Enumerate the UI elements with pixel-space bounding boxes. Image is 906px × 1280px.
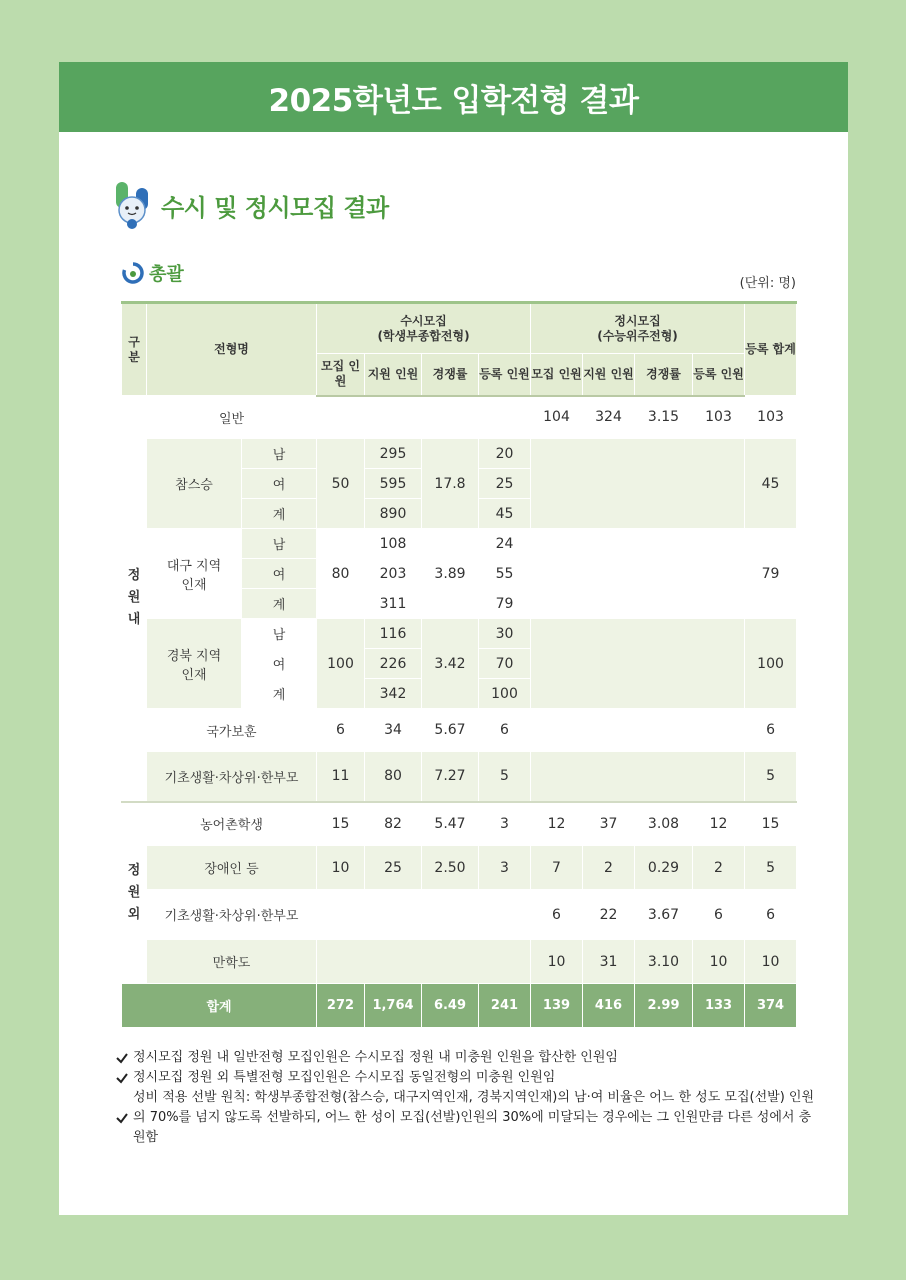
table-row: 여 595 25 bbox=[122, 469, 797, 499]
header-susi-rate: 경쟁률 bbox=[422, 354, 479, 396]
table-row: 장애인 등 10 25 2.50 3 7 2 0.29 2 5 bbox=[122, 846, 797, 890]
unit-label: (단위: 명) bbox=[739, 276, 796, 291]
header-jeongsi-reg: 등록 인원 bbox=[693, 354, 745, 396]
header-susi-mojip: 모집 인원 bbox=[317, 354, 365, 396]
table-row: 기초생활·차상위·한부모 6 22 3.67 6 6 bbox=[122, 890, 797, 940]
header-susi-jiwon: 지원 인원 bbox=[365, 354, 422, 396]
header-jeongsi: 정시모집 (수능위주전형) bbox=[531, 303, 745, 354]
table-row: 경북 지역인재 남 100 116 3.42 30 100 bbox=[122, 619, 797, 649]
table-row: 기초생활·차상위·한부모 11 80 7.27 5 5 bbox=[122, 752, 797, 802]
group-label-in: 정 원 내 bbox=[122, 396, 147, 802]
section-title-text: 수시 및 정시모집 결과 bbox=[161, 193, 389, 222]
table-row: 정 원 외 농어촌학생 15 82 5.47 3 12 37 3.08 12 15 bbox=[122, 802, 797, 846]
page-banner: 2025학년도 입학전형 결과 bbox=[59, 62, 848, 132]
check-icon bbox=[115, 1068, 129, 1088]
table-row: 참스승 남 50 295 17.8 20 45 bbox=[122, 439, 797, 469]
sub-title bbox=[121, 260, 184, 286]
note-item: 정시모집 정원 내 일반전형 모집인원은 수시모집 정원 내 미충원 인원을 합산한 인원임 bbox=[115, 1048, 815, 1068]
total-row: 합계 272 1,764 6.49 241 139 416 2.99 133 374 bbox=[122, 984, 797, 1028]
header-registered-total: 등록 합계 bbox=[745, 303, 797, 396]
table-row: 여 226 70 bbox=[122, 649, 797, 679]
table-row: 만학도 10 31 3.10 10 10 bbox=[122, 940, 797, 984]
document-page bbox=[59, 62, 848, 1215]
table-row: 계 342 100 bbox=[122, 679, 797, 709]
header-jeongsi-jiwon: 지원 인원 bbox=[583, 354, 635, 396]
section-title bbox=[111, 180, 389, 230]
results-table bbox=[121, 301, 797, 1028]
note-item: 정시모집 정원 외 특별전형 모집인원은 수시모집 동일전형의 미충원 인원임 bbox=[115, 1068, 815, 1088]
sub-title-text: 총괄 bbox=[149, 264, 184, 285]
check-icon bbox=[115, 1048, 129, 1068]
header-jeongsi-mojip: 모집 인원 bbox=[531, 354, 583, 396]
header-jeongsi-rate: 경쟁률 bbox=[635, 354, 693, 396]
header-gubun: 구 분 bbox=[122, 303, 147, 396]
refresh-icon bbox=[121, 261, 145, 285]
mascot-icon bbox=[111, 180, 155, 230]
table-row: 여 203 55 bbox=[122, 559, 797, 589]
table-row: 정 원 내 일반 104 324 3.15 103 103 bbox=[122, 396, 797, 439]
table-row: 계 890 45 bbox=[122, 499, 797, 529]
group-label-out: 정 원 외 bbox=[122, 802, 147, 984]
note-item: 성비 적용 선발 원칙: 학생부종합전형(참스승, 대구지역인재, 경북지역인재)의 남·여 비율은 어느 한 성도 모집(선발) 인원의 70%를 넘지 않도록 선발하되, 어느 한 성이 모집(선발)인원의 30%에 미달되는 경우에는 그 인원만큼 다른 성에서 충원함 bbox=[115, 1088, 815, 1148]
check-icon bbox=[115, 1088, 129, 1148]
table-row: 계 311 79 bbox=[122, 589, 797, 619]
header-name: 전형명 bbox=[147, 303, 317, 396]
header-susi: 수시모집 (학생부종합전형) bbox=[317, 303, 531, 354]
notes bbox=[115, 1048, 815, 1148]
header-susi-reg: 등록 인원 bbox=[479, 354, 531, 396]
table-row: 대구 지역인재 남 80 108 3.89 24 79 bbox=[122, 529, 797, 559]
table-row: 국가보훈 6 34 5.67 6 6 bbox=[122, 709, 797, 752]
